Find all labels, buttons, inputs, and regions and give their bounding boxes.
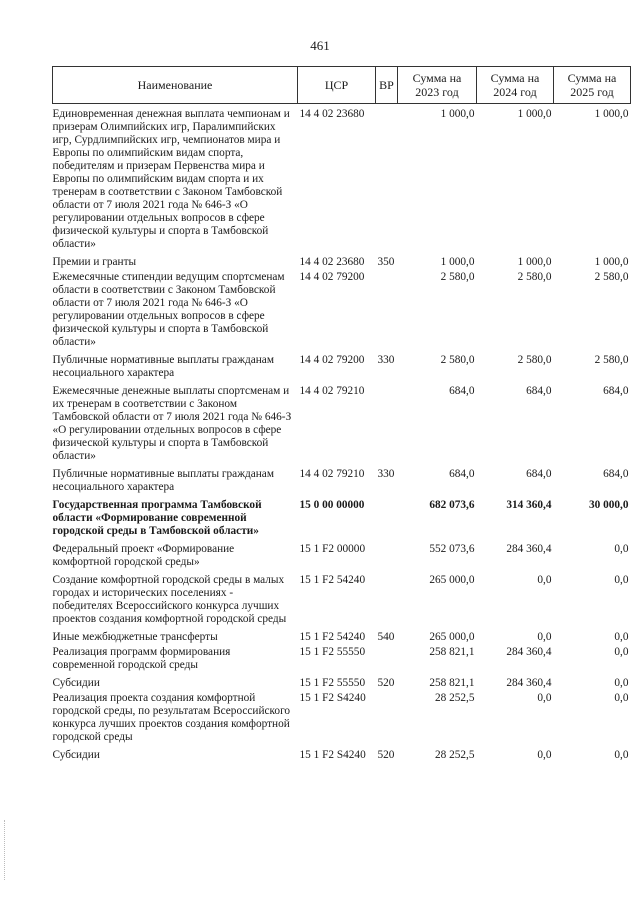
row-csr: 15 1 F2 54240	[299, 574, 366, 586]
table-row	[53, 571, 631, 628]
row-sum-2025: 0,0	[614, 677, 629, 689]
row-sum-2024: 0,0	[537, 749, 552, 761]
row-name: Ежемесячные денежные выплаты спортсменам и их тренерам в соответствии с Законом Тамбовской области от 7 июля 2021 года № 646-З «О регулировании отдельных вопросов в сфере физической культуры и спорта в Тамбовской области»	[52, 385, 292, 462]
row-sum-2023: 684,0	[449, 468, 475, 480]
row-sum-2023: 684,0	[449, 385, 475, 397]
row-sum-2024: 0,0	[537, 692, 552, 704]
row-csr: 15 0 00 00000	[299, 499, 365, 511]
row-name: Создание комфортной городской среды в малых городах и исторических поселениях - победителях Всероссийского конкурса лучших проектов создания комфортной городской среды	[52, 574, 287, 625]
row-sum-2024: 2 580,0	[517, 271, 552, 283]
row-name: Реализация программ формирования современной городской среды	[52, 646, 231, 671]
row-name: Иные межбюджетные трансферты	[52, 631, 218, 643]
table-row	[53, 540, 631, 571]
row-vr: 540	[377, 631, 395, 643]
row-sum-2025: 2 580,0	[594, 271, 629, 283]
table-row	[53, 104, 631, 254]
row-name: Публичные нормативные выплаты гражданам несоциального характера	[52, 354, 274, 379]
row-sum-2025: 1 000,0	[594, 256, 629, 268]
margin-scan-dots	[4, 820, 7, 880]
table-header-row	[53, 67, 631, 104]
table-row	[53, 271, 631, 351]
row-vr	[376, 646, 398, 674]
row-name: Реализация проекта создания комфортной городской среды, по результатам Всероссийского конкурса лучших проектов создания комфортной городской среды	[52, 692, 291, 743]
row-sum-2025: 1 000,0	[594, 108, 629, 120]
row-csr: 14 4 02 79210	[299, 468, 365, 480]
header-vr: ВР	[376, 67, 398, 104]
row-name: Субсидии	[52, 749, 100, 761]
table-row	[53, 351, 631, 382]
row-vr	[376, 104, 398, 254]
row-csr: 15 1 F2 00000	[299, 543, 366, 555]
row-sum-2024: 1 000,0	[517, 256, 552, 268]
row-sum-2023: 682 073,6	[429, 499, 475, 511]
row-sum-2023: 28 252,5	[434, 692, 475, 704]
header-name: Наименование	[53, 67, 298, 104]
row-sum-2023: 28 252,5	[434, 749, 475, 761]
row-vr	[376, 571, 398, 628]
row-csr: 15 1 F2 55550	[299, 646, 366, 658]
row-sum-2024: 284 360,4	[506, 646, 552, 658]
row-vr	[376, 382, 398, 465]
row-sum-2025: 0,0	[614, 692, 629, 704]
row-sum-2025: 0,0	[614, 631, 629, 643]
row-sum-2025: 684,0	[603, 468, 629, 480]
row-vr	[376, 271, 398, 351]
table-body	[53, 104, 631, 765]
row-sum-2025: 0,0	[614, 574, 629, 586]
row-vr: 330	[377, 468, 395, 480]
row-csr: 14 4 02 79200	[299, 354, 365, 366]
row-csr: 14 4 02 23680	[299, 108, 365, 120]
row-name: Государственная программа Тамбовской области «Формирование современной городской среды в Тамбовской области»	[52, 499, 262, 537]
row-csr: 15 1 F2 S4240	[299, 749, 366, 761]
row-sum-2025: 2 580,0	[594, 354, 629, 366]
row-sum-2024: 1 000,0	[517, 108, 552, 120]
row-sum-2023: 258 821,1	[429, 646, 475, 658]
table-row-program	[53, 496, 631, 540]
row-name: Ежемесячные стипендии ведущим спортсменам области в соответствии с Законом Тамбовской области от 7 июля 2021 года № 646-З «О регулировании отдельных вопросов в сфере физической культуры и спорта в Тамбовской области»	[52, 271, 285, 348]
row-vr	[376, 496, 398, 540]
row-sum-2023: 1 000,0	[440, 256, 475, 268]
row-sum-2025: 0,0	[614, 646, 629, 658]
budget-table	[52, 66, 631, 764]
row-csr: 14 4 02 23680	[299, 256, 365, 268]
row-sum-2023: 265 000,0	[429, 631, 475, 643]
table-row	[53, 382, 631, 465]
row-sum-2023: 258 821,1	[429, 677, 475, 689]
row-csr: 15 1 F2 55550	[299, 677, 366, 689]
row-sum-2025: 30 000,0	[588, 499, 629, 511]
row-vr: 520	[377, 749, 395, 761]
page-number: 461	[310, 38, 330, 53]
row-sum-2023: 552 073,6	[429, 543, 475, 555]
row-name: Премии и гранты	[52, 256, 137, 268]
row-name: Единовременная денежная выплата чемпионам и призерам Олимпийских игр, Паралимпийских игр, Сурдлимпийских игр, чемпионатов мира и Европы по олимпийским видам спорта, победителям и призерам Первенства мира и Европы по олимпийским видам спорта и их тренерам в соответствии с Законом Тамбовской области от 7 июля 2021 года № 646-З «О регулировании отдельных вопросов в сфере физической культуры и спорта в Тамбовской области»	[52, 108, 290, 250]
row-sum-2024: 284 360,4	[506, 543, 552, 555]
row-csr: 14 4 02 79200	[299, 271, 365, 283]
row-sum-2025: 0,0	[614, 543, 629, 555]
row-csr: 14 4 02 79210	[299, 385, 365, 397]
table-row	[53, 674, 631, 692]
table-row	[53, 746, 631, 764]
row-vr: 350	[377, 256, 395, 268]
row-sum-2025: 684,0	[603, 385, 629, 397]
row-sum-2023: 2 580,0	[440, 354, 475, 366]
table-row	[53, 628, 631, 646]
header-csr: ЦСР	[298, 67, 376, 104]
row-sum-2024: 284 360,4	[506, 677, 552, 689]
table-row	[53, 646, 631, 674]
row-sum-2025: 0,0	[614, 749, 629, 761]
row-sum-2023: 1 000,0	[440, 108, 475, 120]
row-sum-2024: 684,0	[526, 468, 552, 480]
header-sum-2024: Сумма на 2024 год	[477, 67, 554, 104]
row-name: Субсидии	[52, 677, 100, 689]
row-name: Федеральный проект «Формирование комфортной городской среды»	[52, 543, 235, 568]
row-vr	[376, 692, 398, 746]
row-vr: 520	[377, 677, 395, 689]
row-sum-2024: 0,0	[537, 631, 552, 643]
row-vr	[376, 540, 398, 571]
row-sum-2024: 684,0	[526, 385, 552, 397]
row-sum-2024: 2 580,0	[517, 354, 552, 366]
row-sum-2024: 0,0	[537, 574, 552, 586]
header-sum-2023: Сумма на 2023 год	[398, 67, 477, 104]
row-sum-2023: 265 000,0	[429, 574, 475, 586]
row-csr: 15 1 F2 54240	[299, 631, 366, 643]
table-row	[53, 465, 631, 496]
table-row	[53, 692, 631, 746]
table-row	[53, 253, 631, 271]
row-vr: 330	[377, 354, 395, 366]
row-name: Публичные нормативные выплаты гражданам несоциального характера	[52, 468, 274, 493]
row-sum-2024: 314 360,4	[506, 499, 552, 511]
row-csr: 15 1 F2 S4240	[299, 692, 366, 704]
header-sum-2025: Сумма на 2025 год	[554, 67, 631, 104]
row-sum-2023: 2 580,0	[440, 271, 475, 283]
